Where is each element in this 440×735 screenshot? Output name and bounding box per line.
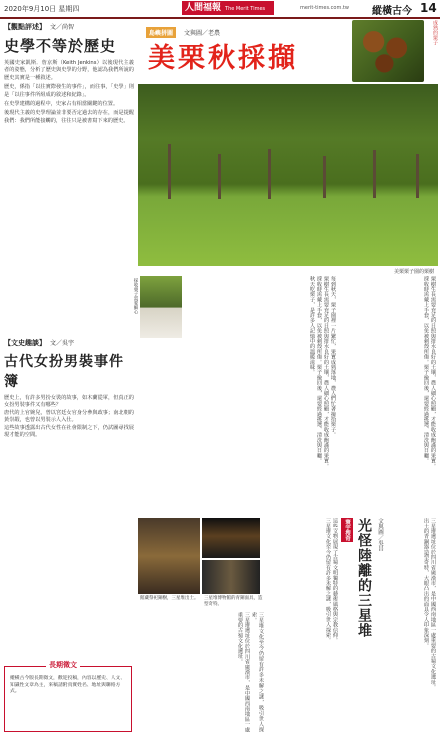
chestnut-caption: 成熟的栗子 (432, 20, 438, 45)
sidebar-body-bottom (140, 612, 264, 732)
paragraph: 三星堆文化至今仍留有許多未解之謎，吸引世人探索。 (251, 612, 264, 732)
paragraph: 歷史上，有許多男扮女裝的故事，如木蘭從軍，但真正的女扮男裝事件又有哪些？ (4, 395, 134, 409)
page-number: 14 (420, 1, 437, 15)
paragraph: 這些文物展現了古蜀文明獨特的藝術風格與宗教信仰。 (332, 518, 338, 643)
paragraph: 每到秋天，栗子園裡一片繁忙，果實成熟落地，農人們忙著撿拾栗子。 (330, 276, 336, 438)
submission-box-title: 長期徵文 (46, 660, 80, 670)
paragraph: 採收時需戴上手套，以免被刺殼所傷。栗子撿回後，還要經過挑選、清洗與日曬。 (423, 276, 429, 464)
site-url: merit-times.com.tw (300, 5, 349, 11)
paragraph: 秋天吃栗子，是許多人記憶中的溫暖滋味。 (309, 276, 315, 375)
museum-caption-2: 三星堆博物館的青銅面具，造型奇特。 (204, 596, 263, 607)
sidebar-author: 文與圖／吳昌 (377, 518, 383, 551)
paragraph: 三星堆文化至今仍留有許多未解之謎，吸引世人探索。 (325, 518, 331, 643)
paragraph: 英國史家凱斯．詹京斯（Keith Jenkins）以後現代主義者的姿態，分析了歷史與史學的分野，他認為我們所說的歷史其實是一種敘述。 (4, 60, 134, 81)
paragraph: 這些故事透露出古代女性在社會限制之下，仍試圖尋找展現才能的空間。 (4, 424, 134, 439)
article-body (4, 60, 134, 125)
logo-text: 人間福報 (185, 3, 222, 13)
sidebar-body-cont (268, 518, 338, 732)
museum-hall-photo (202, 560, 260, 594)
harvester-photo (140, 276, 182, 338)
article-headline: 古代女扮男裝事件簿 (4, 354, 124, 390)
bronze-tree-photo (138, 518, 200, 594)
header-rule (0, 17, 440, 19)
column-tag: 島嶼拼圖 (146, 27, 176, 38)
main-headline: 美栗秋採擷 (148, 43, 298, 74)
author: 文／尚智 (50, 24, 75, 31)
main-article-body (186, 276, 336, 512)
article-tag (4, 22, 134, 32)
orchard-caption: 美栗栗子園的栗樹 (394, 269, 435, 275)
paragraph: 在史學建構的過程中，史家占有相當關鍵的位置。 (4, 101, 119, 108)
article-tag (4, 338, 134, 348)
main-author: 文與圖／老農 (184, 30, 221, 37)
main-article-body-cont (340, 276, 436, 512)
museum-caption-1: 館藏祭祀銅樹，三星堆出土。 (140, 596, 199, 601)
newspaper-logo (182, 1, 274, 15)
paragraph: 唐代的上官婉兒，曾以宮廷女官身分參與政事；南北朝的黃崇嘏，也曾以男裝示人入仕。 (4, 409, 134, 424)
orchard-photo (138, 84, 438, 266)
article-history (4, 22, 134, 127)
bronze-mask-photo (202, 518, 260, 558)
paragraph: 栗樹生長需要充足的日照與排水良好的土壤，農人細心照顧，才能收成飽滿的果實。 (323, 276, 329, 469)
tag-label: 【觀點評述】 (4, 23, 46, 31)
paragraph: 三星堆遺址位於四川省廣漢市，是中國西南地區一處重要的古蜀文化遺址。 (430, 518, 436, 690)
tag-label: 【文史趣談】 (4, 339, 46, 347)
author: 文／吳宇 (50, 340, 75, 347)
logo-en-text: The Merit Times (225, 6, 266, 12)
submission-box-text: 縱橫古今版長期徵文，歡迎投稿，內容以歷史、人文、知識性文章為主，來稿請附真實姓名、地址與聯絡方式。 (10, 676, 126, 695)
section-title: 縱橫古今 (372, 6, 412, 17)
paragraph: 三星堆遺址位於四川省廣漢市，是中國西南地區一處重要的古蜀文化遺址。 (237, 612, 250, 732)
paragraph: 出土的青銅器造型奇特，大眼凸出的面具令人印象深刻。 (423, 518, 429, 648)
article-women (4, 338, 134, 439)
article-body (4, 395, 134, 439)
paragraph: 後現代主義的史學理論並非要否定過去的存在，而是提醒我們：我們所能接觸的，往往只是被書寫下來的歷史。 (4, 110, 134, 124)
person-caption: 採收栗子需要細心 (133, 278, 138, 314)
paragraph: 歷史，係指「以往實際發生的事件」，而往事，「史學」則是「以往事件所組成的敘述和紀錄」。 (4, 84, 134, 98)
issue-date: 2020年9月10日 星期四 (4, 5, 80, 13)
sidebar-body (388, 518, 436, 732)
article-headline: 史學不等於歷史 (4, 37, 117, 55)
chestnut-photo (352, 20, 424, 82)
paragraph: 採收時需戴上手套，以免被刺殼所傷。栗子撿回後，還要經過挑選、清洗與日曬。 (316, 276, 322, 464)
paragraph: 栗樹生長需要充足的日照與排水良好的土壤，農人細心照顧，才能收成飽滿的果實。 (430, 276, 436, 469)
sidebar-tag: 寰宇搜奇 (341, 518, 353, 542)
sidebar-headline: 光怪陸離的三星堆 (356, 518, 372, 638)
